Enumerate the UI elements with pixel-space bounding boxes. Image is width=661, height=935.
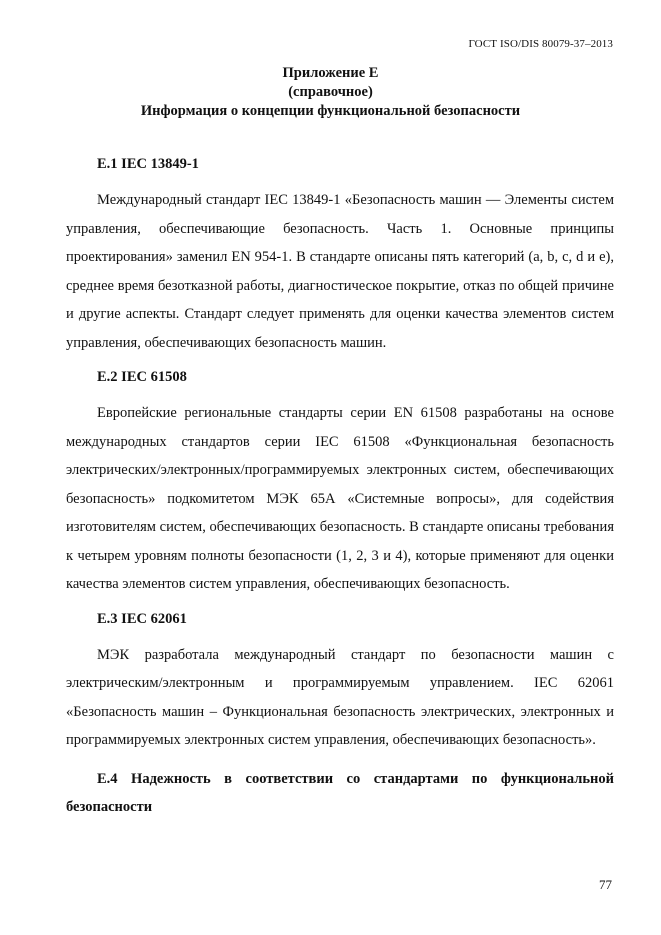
section-heading: Е.2 IEC 61508 bbox=[97, 369, 187, 385]
section-heading: Е.4 Надежность в соответствии со стандартами по функциональной безопасности bbox=[66, 770, 614, 815]
annex-subtitle: Информация о концепции функциональной безопасности bbox=[140, 103, 521, 119]
section-paragraph: Европейские региональные стандарты серии EN 61508 разработаны на основе международных стандартов серии IEC 61508 «Функциональная безопасность электрических/электронных/программируемых электронных систем, обеспечивающих безопасность» подкомитетом МЭК 65А «Системные вопросы», для содействия изготовителям систем, обеспечивающих безопасность. В стандарте описаны требования к четырем уровням полноты безопасности (1, 2, 3 и 4), которые применяют для оценки качества элементов систем управления, обеспечивающих безопасность. bbox=[66, 405, 614, 592]
section-heading: Е.3 IEC 62061 bbox=[97, 610, 187, 627]
document-body bbox=[66, 150, 614, 822]
page-number: 77 bbox=[599, 877, 612, 892]
standard-code: ГОСТ ISO/DIS 80079-37–2013 bbox=[468, 38, 613, 50]
section-paragraph: Международный стандарт IEC 13849-1 «Безопасность машин — Элементы систем управления, обеспечивающие безопасность. Часть 1. Основные принципы проектирования» заменил EN 954-1. В стандарте описаны пять категорий (a, b, c, d и e), среднее время безотказной работы, диагностическое покрытие, отказ по общей причине и другие аспекты. Стандарт следует применять для оценки качества элементов систем управления, обеспечивающих безопасность машин. bbox=[66, 192, 614, 351]
section-paragraph: МЭК разработала международный стандарт по безопасности машин с электрическим/электронным и программируемым управлением. IEC 62061 «Безопасность машин – Функциональная безопасность электрических, электронных и программируемых электронных систем управления, обеспечивающих безопасность». bbox=[66, 646, 614, 748]
annex-status: (справочное) bbox=[288, 84, 373, 100]
annex-title: Приложение Е bbox=[282, 65, 379, 81]
annex-heading bbox=[0, 64, 661, 121]
section-heading: Е.1 IEC 13849-1 bbox=[97, 156, 199, 172]
